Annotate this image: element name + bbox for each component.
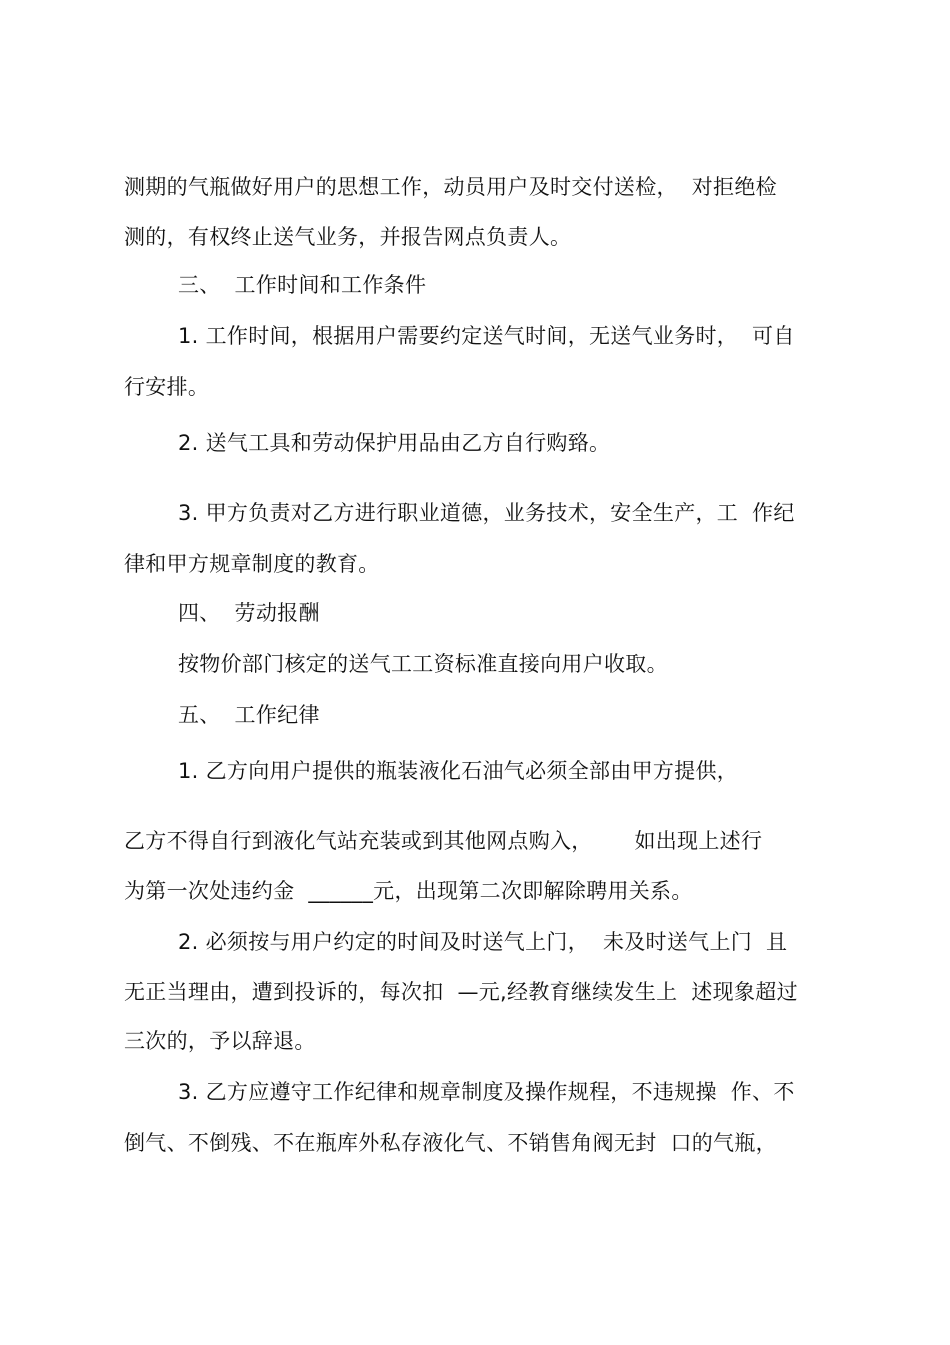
text-line: 三次的，予以辞退。 bbox=[124, 1029, 316, 1053]
section-heading: 五、 工作纪律 bbox=[178, 703, 320, 727]
section-heading: 三、 工作时间和工作条件 bbox=[178, 273, 427, 297]
text-line: 测的，有权终止送气业务，并报告网点负责人。 bbox=[124, 225, 572, 249]
text-line: 测期的气瓶做好用户的思想工作，动员用户及时交付送检， 对拒绝检 bbox=[124, 175, 777, 199]
text-line: 1. 工作时间，根据用户需要约定送气时间，无送气业务时， 可自 bbox=[178, 324, 795, 348]
text-line: 为第一次处违约金 ______元，出现第二次即解除聘用关系。 bbox=[124, 879, 693, 903]
text-line: 无正当理由，遭到投诉的，每次扣 —元,经教育继续发生上 述现象超过 bbox=[124, 980, 798, 1004]
text-line: 倒气、不倒残、不在瓶库外私存液化气、不销售角阀无封 口的气瓶， bbox=[124, 1131, 777, 1155]
text-line: 2. 必须按与用户约定的时间及时送气上门， 未及时送气上门 且 bbox=[178, 930, 788, 954]
text-line: 2. 送气工具和劳动保护用品由乙方自行购臵。 bbox=[178, 431, 611, 455]
text-line: 律和甲方规章制度的教育。 bbox=[124, 552, 380, 576]
text-line: 乙方不得自行到液化气站充装或到其他网点购入， 如出现上述行 bbox=[124, 829, 763, 853]
text-line: 3. 乙方应遵守工作纪律和规章制度及操作规程，不违规操 作、不 bbox=[178, 1080, 795, 1104]
text-line: 行安排。 bbox=[124, 375, 210, 399]
text-line: 按物价部门核定的送气工工资标准直接向用户收取。 bbox=[178, 652, 668, 676]
section-heading: 四、 劳动报酬 bbox=[178, 601, 320, 625]
text-line: 3. 甲方负责对乙方进行职业道德，业务技术，安全生产，工 作纪 bbox=[178, 501, 795, 525]
text-line: 1. 乙方向用户提供的瓶装液化石油气必须全部由甲方提供， bbox=[178, 759, 739, 783]
